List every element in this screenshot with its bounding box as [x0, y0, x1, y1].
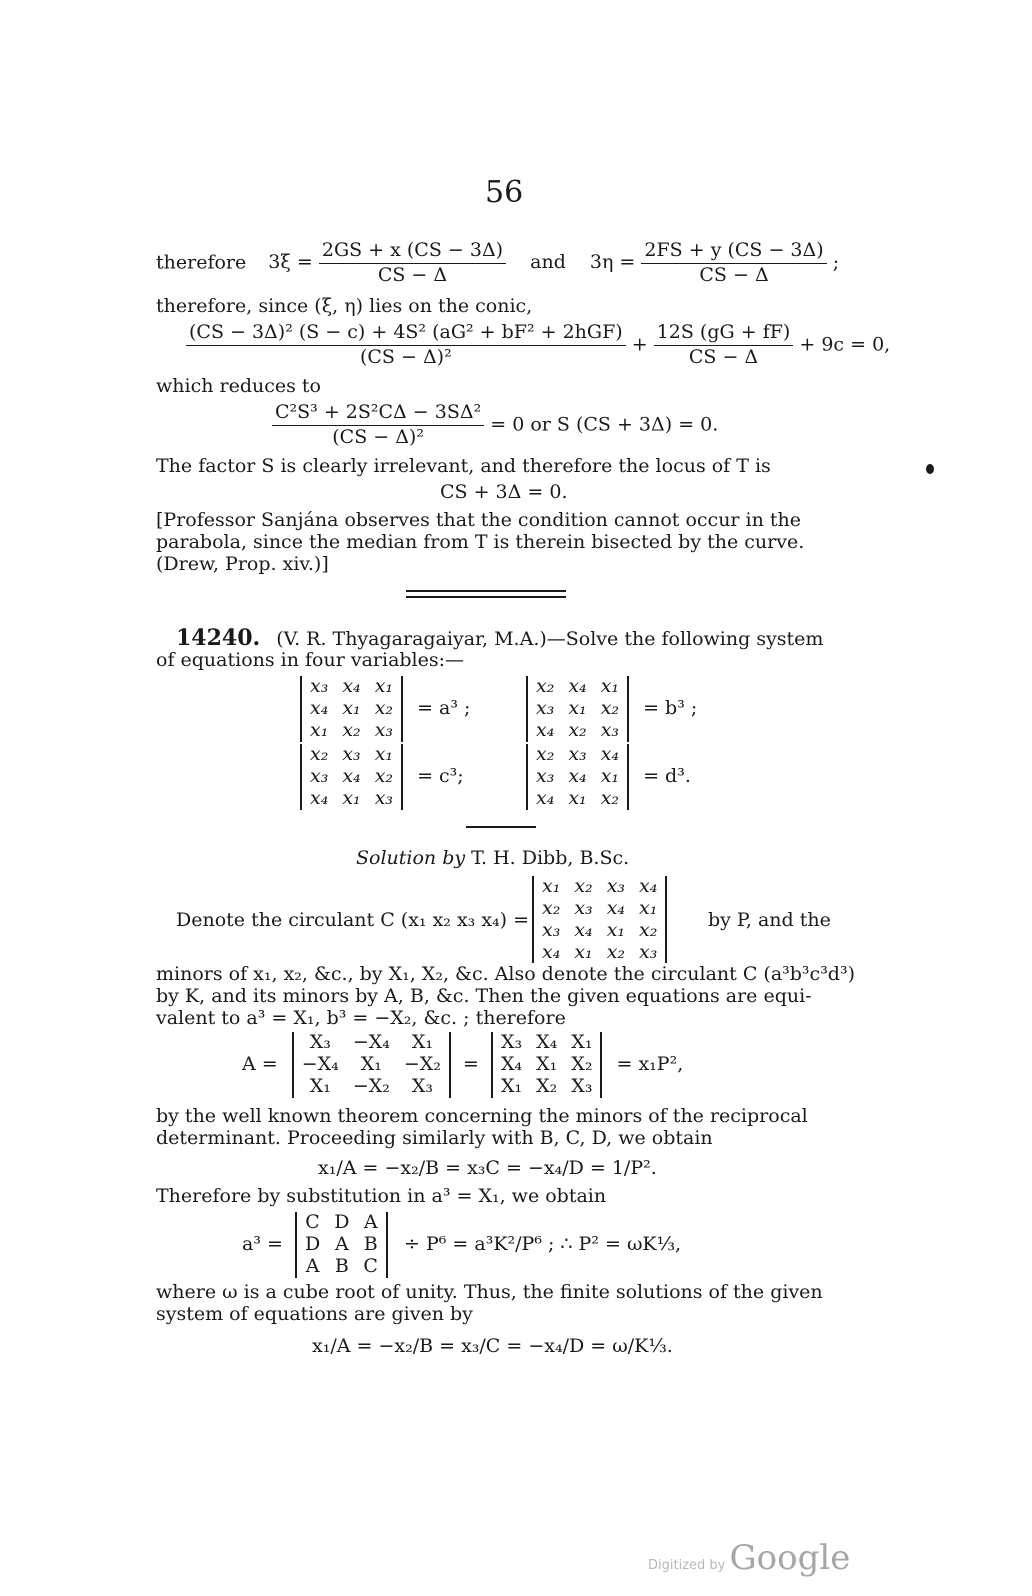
text-by-p: by P, and the	[708, 909, 831, 931]
determinant-entry: x₃	[536, 696, 555, 719]
fraction-xi	[319, 240, 506, 287]
determinant-entry: A	[334, 1232, 349, 1255]
determinant-entry: x₃	[542, 918, 561, 941]
solution-author: T. H. Dibb, B.Sc.	[471, 847, 630, 869]
note-line-2: parabola, since the median from T is therein bisected by the curve.	[156, 531, 805, 553]
determinant-entry: x₄	[342, 675, 361, 697]
det-eq-c	[300, 744, 464, 810]
rhs-a: = a³ ;	[417, 696, 471, 719]
theorem-line-2: determinant. Proceeding similarly with B, C, D, we obtain	[156, 1127, 713, 1149]
fraction-conic-2	[654, 322, 794, 369]
denominator: CS − Δ	[699, 263, 769, 286]
lhs-a-cubed: a³ =	[242, 1232, 283, 1255]
fraction-reduced	[272, 402, 484, 449]
numerator: 12S (gG + fF)	[654, 322, 794, 346]
determinant-abcd	[295, 1212, 388, 1278]
determinant-entry: x₄	[606, 896, 626, 919]
conic-tail: + 9c = 0,	[799, 333, 891, 356]
where-line-1: where ω is a cube root of unity. Thus, the finite solutions of the given	[156, 1281, 823, 1303]
determinant-entry: −X₂	[403, 1052, 441, 1075]
determinant-entry: x₃	[310, 764, 329, 787]
determinant-entry: x₁	[600, 764, 620, 787]
denominator: (CS − Δ)²	[359, 345, 452, 368]
determinant-entry: x₄	[568, 675, 587, 697]
determinant-entry: X₄	[536, 1031, 558, 1053]
determinant-c	[300, 744, 403, 810]
double-rule-top	[406, 590, 566, 592]
determinant-entry: x₄	[600, 743, 620, 765]
determinant-entry: X₄	[500, 1052, 523, 1075]
determinant-entry: −X₄	[301, 1052, 339, 1075]
rhs-p-squared: ÷ P⁶ = a³K²/P⁶ ; ∴ P² = ωK⅓,	[404, 1232, 682, 1255]
numerator: 2GS + x (CS − 3Δ)	[319, 240, 506, 264]
determinant-entry: x₁	[342, 696, 361, 719]
determinant-entry: C	[363, 1254, 378, 1277]
determinant-entry: x₂	[574, 875, 593, 897]
text-substitution: Therefore by substitution in a³ = X₁, we obtain	[156, 1185, 607, 1207]
determinant-d	[526, 744, 629, 810]
reduced-tail: = 0 or S (CS + 3Δ) = 0.	[490, 413, 719, 436]
determinant-entry: x₂	[542, 896, 561, 919]
determinant-entry: x₄	[542, 940, 561, 963]
determinant-entry: −X₄	[352, 1031, 390, 1053]
determinant-entry: x₂	[606, 940, 626, 963]
determinant-entry: X₁	[500, 1074, 523, 1097]
determinant-entry: x₃	[639, 940, 658, 963]
equation-conic	[186, 322, 890, 369]
determinant-entry: D	[304, 1232, 321, 1255]
determinant-entry: X₁	[571, 1031, 593, 1053]
determinant-entry: X₁	[411, 1031, 433, 1053]
determinant-entry: A	[363, 1211, 378, 1233]
determinant-entry: x₃	[574, 896, 593, 919]
equation-substitution	[242, 1212, 681, 1278]
where-line-2: system of equations are given by	[156, 1303, 473, 1325]
question-line-1	[176, 626, 823, 651]
plus-sign: +	[631, 333, 648, 356]
equation-reduced	[272, 402, 718, 449]
determinant-entry: x₁	[600, 675, 620, 697]
equals: =	[463, 1052, 479, 1075]
determinant-entry: x₂	[342, 718, 361, 741]
determinant-entry: X₃	[411, 1074, 433, 1097]
determinant-entry: x₁	[542, 875, 561, 897]
determinant-entry: x₂	[568, 718, 587, 741]
determinant-entry: x₃	[536, 764, 555, 787]
determinant-entry: x₂	[639, 918, 658, 941]
determinant-entry: x₁	[342, 786, 361, 809]
determinant-entry: X₃	[309, 1031, 331, 1053]
double-rule-bottom	[406, 596, 566, 598]
minors-line-1: minors of x₁, x₂, &c., by X₁, X₂, &c. Also denote the circulant C (a³b³c³d³)	[156, 963, 856, 985]
equation-final: x₁/A = −x₂/B = x₃/C = −x₄/D = ω/K⅓.	[312, 1335, 673, 1357]
determinant-entry: x₄	[310, 696, 329, 719]
watermark-google: Google	[729, 1538, 851, 1578]
det-eq-d	[526, 744, 691, 810]
fraction-conic-1	[186, 322, 626, 369]
determinant-entry: X₃	[500, 1031, 523, 1053]
numerator: 2FS + y (CS − 3Δ)	[641, 240, 826, 264]
determinant-entry: x₃	[310, 675, 329, 697]
determinant-entry: x₂	[600, 696, 620, 719]
determinant-entry: x₃	[600, 718, 620, 741]
denominator: (CS − Δ)²	[332, 425, 424, 448]
determinant-entry: x₂	[536, 675, 555, 697]
note-line-3: (Drew, Prop. xiv.)]	[156, 553, 329, 575]
rhs-d: = d³.	[643, 764, 691, 787]
determinant-entry: D	[334, 1211, 350, 1233]
text-reduces: which reduces to	[156, 375, 321, 397]
word-and: and	[530, 251, 566, 274]
determinant-signed-minors	[292, 1032, 451, 1098]
determinant-entry: X₂	[536, 1074, 558, 1097]
theorem-line-1: by the well known theorem concerning the minors of the reciprocal	[156, 1105, 808, 1127]
det-eq-b	[526, 676, 697, 742]
determinant-entry: x₁	[310, 718, 329, 741]
lhs-eta: 3η =	[589, 251, 636, 274]
determinant-entry: x₄	[574, 918, 593, 941]
solution-by: Solution by	[356, 847, 466, 869]
determinant-entry: x₂	[536, 743, 555, 765]
determinant-circulant	[532, 876, 667, 963]
rhs-x1p2: = x₁P²,	[616, 1052, 684, 1075]
digitized-by-google-watermark	[648, 1538, 850, 1578]
determinant-entry: x₄	[639, 875, 658, 897]
lhs-xi: 3ξ =	[268, 251, 313, 274]
watermark-small-text: Digitized by	[648, 1558, 726, 1573]
determinant-entry: x₃	[568, 743, 587, 765]
det-eq-a	[300, 676, 470, 742]
determinant-entry: x₄	[536, 786, 555, 809]
text-factor-s: The factor S is clearly irrelevant, and therefore the locus of T is	[156, 455, 771, 477]
denominator: CS − Δ	[377, 263, 448, 286]
equation-xi-eta	[156, 240, 839, 287]
determinant-entry: X₂	[571, 1052, 593, 1075]
determinant-entry: X₃	[571, 1074, 593, 1097]
determinant-entry: x₂	[600, 786, 620, 809]
determinant-b	[526, 676, 629, 742]
determinant-a	[300, 676, 403, 742]
determinant-entry: x₂	[374, 696, 394, 719]
denominator: CS − Δ	[688, 345, 759, 368]
determinant-entry: x₁	[574, 940, 593, 963]
semicolon: ;	[832, 251, 840, 274]
numerator: C²S³ + 2S²CΔ − 3SΔ²	[272, 402, 484, 426]
margin-dot	[926, 464, 934, 474]
determinant-entry: x₂	[374, 764, 394, 787]
numerator: (CS − 3Δ)² (S − c) + 4S² (aG² + bF² + 2hGF)	[186, 322, 626, 346]
equation-locus: CS + 3Δ = 0.	[440, 481, 568, 503]
determinant-entry: x₁	[568, 696, 587, 719]
determinant-entry: x₃	[606, 875, 626, 897]
determinant-entry: x₁	[606, 918, 626, 941]
determinant-entry: x₂	[310, 743, 329, 765]
determinant-entry: X₁	[536, 1052, 558, 1075]
determinant-entry: −X₂	[352, 1074, 390, 1097]
note-line-1: [Professor Sanjána observes that the condition cannot occur in the	[156, 509, 802, 531]
determinant-entry: A	[305, 1254, 320, 1277]
rhs-c: = c³;	[417, 764, 464, 787]
determinant-entry: B	[334, 1254, 349, 1277]
text-since-conic: therefore, since (ξ, η) lies on the conic,	[156, 295, 533, 317]
equation-ratio: x₁/A = −x₂/B = x₃C = −x₄/D = 1/P².	[318, 1157, 657, 1179]
determinant-entry: C	[305, 1211, 320, 1233]
lhs-a: A =	[242, 1052, 278, 1075]
determinant-entry: x₄	[310, 786, 329, 809]
minors-line-3: valent to a³ = X₁, b³ = −X₂, &c. ; therefore	[156, 1007, 566, 1029]
page-number: 56	[485, 175, 524, 210]
question-text: (V. R. Thyagaragaiyar, M.A.)—Solve the following system	[276, 628, 824, 650]
determinant-entry: x₃	[374, 786, 394, 809]
text-denote-circulant: Denote the circulant C (x₁ x₂ x₃ x₄) =	[176, 909, 530, 931]
determinant-entry: X₁	[309, 1074, 331, 1097]
minors-line-2: by K, and its minors by A, B, &c. Then the given equations are equi-	[156, 985, 812, 1007]
question-number: 14240.	[176, 625, 261, 651]
fraction-eta	[641, 240, 826, 287]
determinant-entry: x₁	[374, 675, 394, 697]
determinant-entry: x₁	[374, 743, 394, 765]
short-rule	[466, 826, 536, 828]
determinant-entry: x₄	[342, 764, 361, 787]
solution-heading	[356, 848, 629, 870]
determinant-entry: x₃	[342, 743, 361, 765]
word-therefore: therefore	[156, 251, 247, 274]
determinant-entry: x₁	[639, 896, 658, 919]
determinant-entry: x₁	[568, 786, 587, 809]
determinant-entry: x₃	[374, 718, 394, 741]
determinant-entry: x₄	[568, 764, 587, 787]
determinant-entry: B	[363, 1232, 378, 1255]
question-line-2: of equations in four variables:—	[156, 649, 465, 671]
determinant-minors	[491, 1032, 602, 1098]
determinant-entry: X₁	[360, 1052, 382, 1075]
equation-a-minors	[242, 1032, 683, 1098]
rhs-b: = b³ ;	[643, 696, 698, 719]
det-circulant-wrap	[532, 876, 667, 963]
determinant-entry: x₄	[536, 718, 555, 741]
